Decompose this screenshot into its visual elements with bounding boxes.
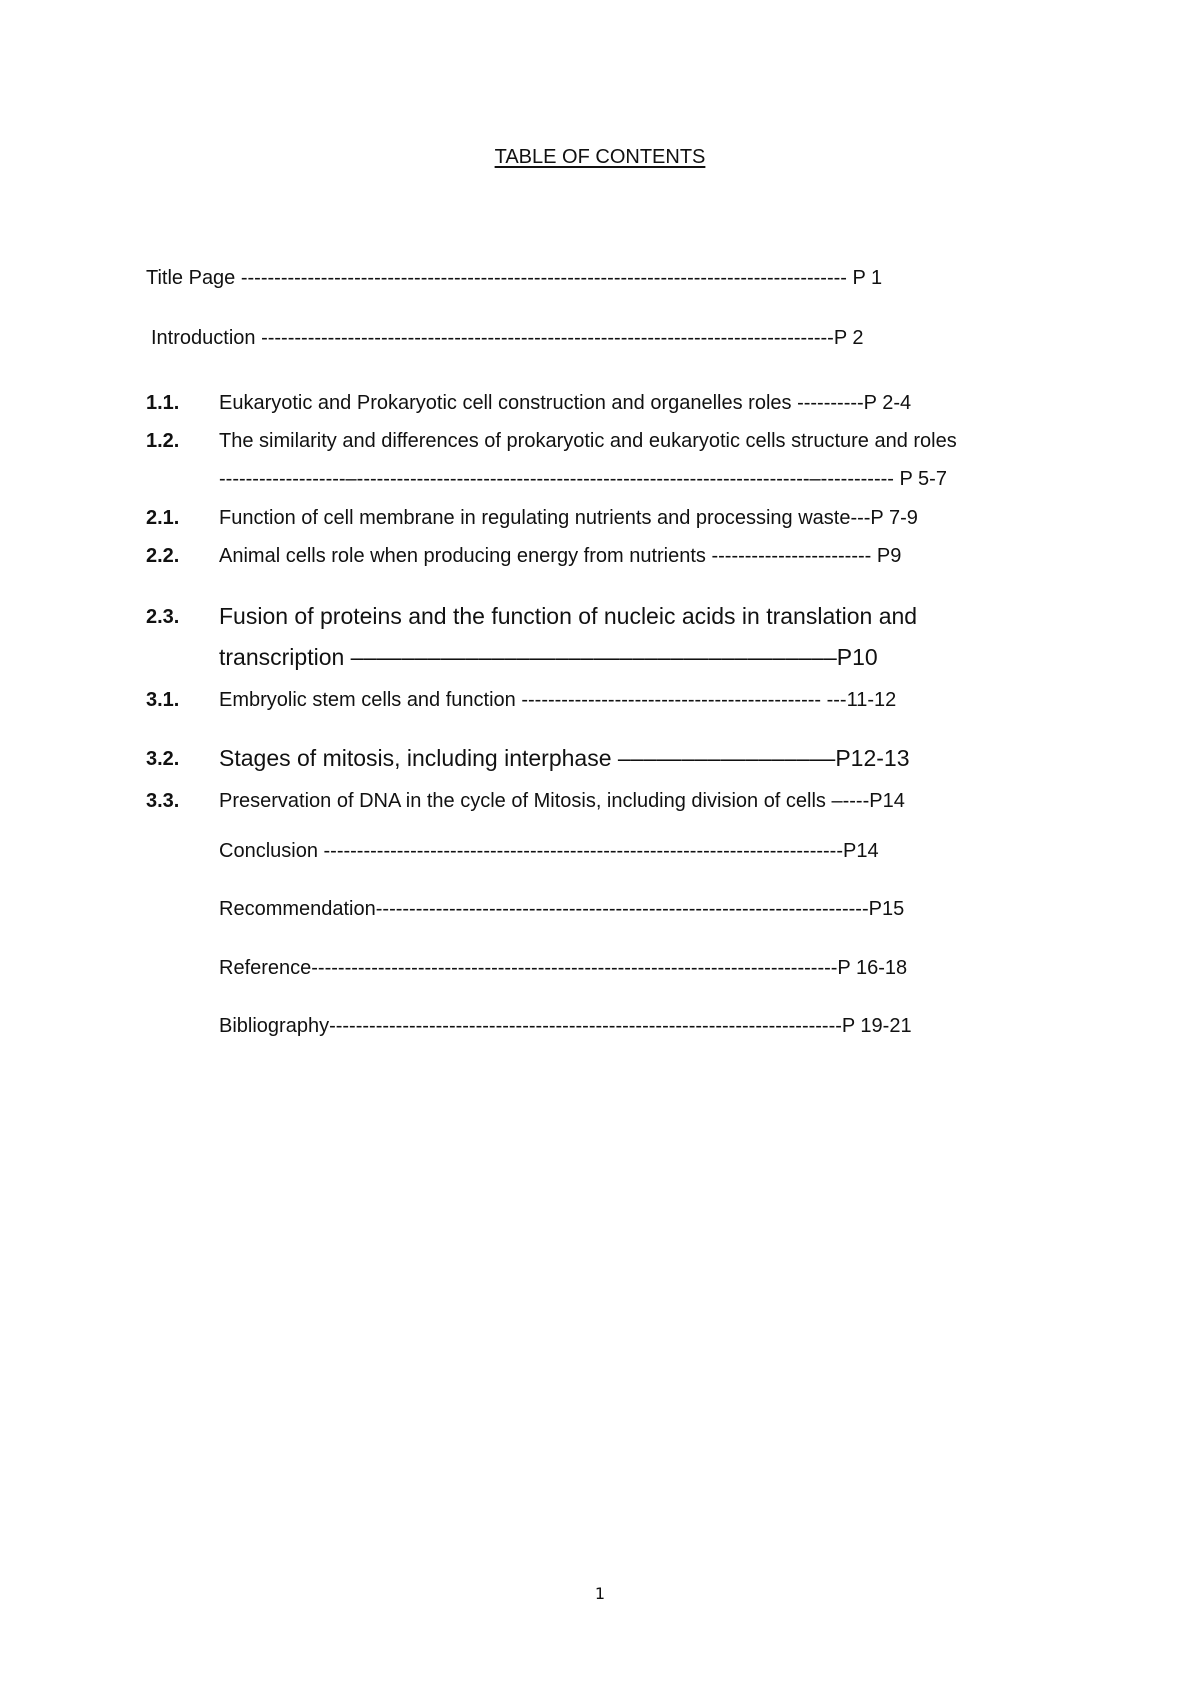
toc-entry-conclusion: Conclusion ------------------------------------------------------------------------------P14: [219, 840, 879, 862]
toc-entry-number: 3.3.: [146, 790, 180, 812]
toc-entry-1-2-continuation: -------------------–--------------------------------------------------------------------–----------- P 5-7: [219, 468, 947, 490]
toc-entry-introduction: Introduction --------------------------------------------------------------------------------------P 2: [151, 327, 864, 349]
toc-entry-3-2: Stages of mitosis, including interphase –––––––––––––––––P12-13: [219, 745, 910, 771]
toc-entry-3-3: Preservation of DNA in the cycle of Mitosis, including division of cells –----P14: [219, 790, 905, 812]
toc-entry-2-3-continuation: transcription ––––––––––––––––––––––––––––––––––––––P10: [219, 644, 878, 670]
toc-entry-title-page: Title Page ------------------------------------------------------------------------------------------- P 1: [146, 267, 883, 289]
toc-entry-bibliography: Bibliography-----------------------------------------------------------------------------P 19-21: [219, 1015, 912, 1037]
toc-entry-number: 3.2.: [146, 748, 180, 770]
toc-entry-2-2: Animal cells role when producing energy from nutrients ------------------------ P9: [219, 545, 902, 567]
toc-entry-2-3: Fusion of proteins and the function of nucleic acids in translation and: [219, 603, 918, 629]
page-title: TABLE OF CONTENTS: [494, 146, 706, 168]
toc-entry-number: 1.2.: [146, 430, 180, 452]
toc-entry-number: 3.1.: [146, 689, 180, 711]
toc-entry-number: 2.3.: [146, 606, 180, 628]
toc-entry-number: 2.2.: [146, 545, 180, 567]
toc-entry-1-2: The similarity and differences of prokaryotic and eukaryotic cells structure and roles: [219, 430, 957, 452]
toc-entry-recommendation: Recommendation--------------------------------------------------------------------------P15: [219, 898, 905, 920]
toc-entry-reference: Reference-------------------------------------------------------------------------------P 16-18: [219, 957, 908, 979]
toc-entry-3-1: Embryolic stem cells and function --------------------------------------------- ---11-12: [219, 689, 897, 711]
toc-entry-number: 1.1.: [146, 392, 180, 414]
page-number: 1: [594, 1584, 606, 1603]
toc-entry-2-1: Function of cell membrane in regulating nutrients and processing waste---P 7-9: [219, 507, 918, 529]
toc-entry-1-1: Eukaryotic and Prokaryotic cell construction and organelles roles ----------P 2-4: [219, 392, 912, 414]
toc-entry-number: 2.1.: [146, 507, 180, 529]
